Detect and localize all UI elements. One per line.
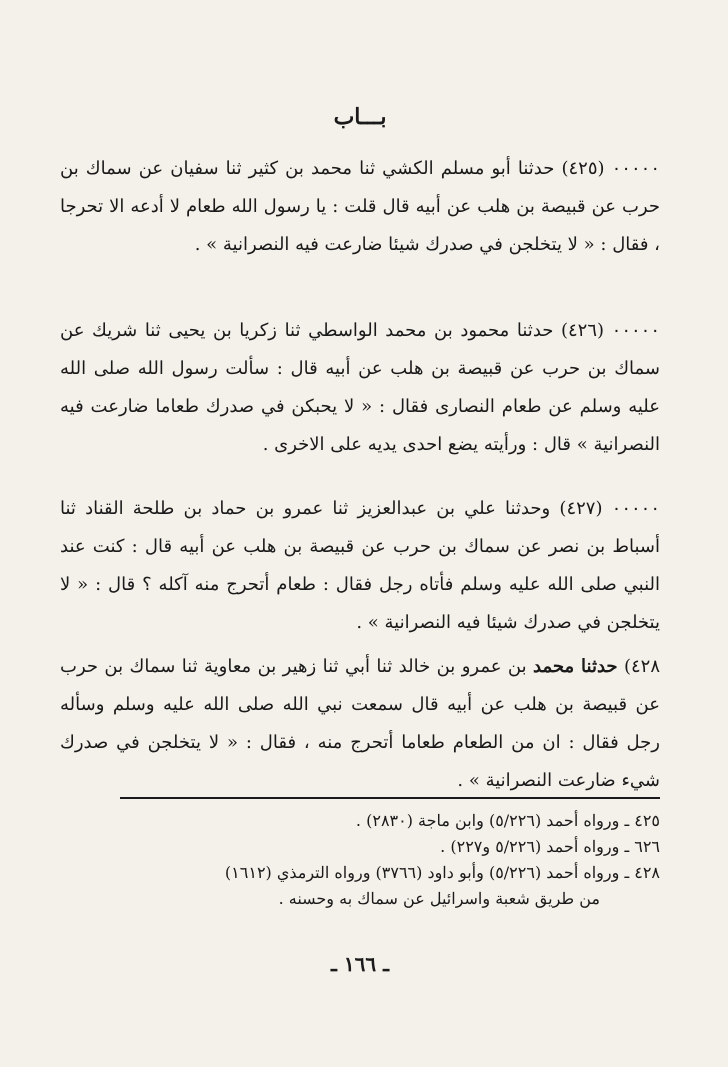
hadith-marker: ٠٠٠٠٠	[611, 320, 660, 341]
book-page	[60, 0, 660, 1067]
hadith-text: (٤٢٦) حدثنا محمود بن محمد الواسطي ثنا زكريا بن يحيى ثنا شريك عن سماك بن حرب عن قبيصة بن هلب عن أبيه قال : سألت رسول الله صلى الله عليه وسلم عن طعام النصارى فقال : « لا يحبكن في صدرك طعاما ضارعت فيه النصرانية » قال : ورأيته يضع احدى يديه على الاخرى .	[60, 320, 660, 455]
hadith-lead: حدثنا محمد	[533, 656, 618, 677]
hadith-text: (٤٢٧) وحدثنا علي بن عبدالعزيز ثنا عمرو بن حماد بن طلحة القناد ثنا أسباط بن نصر عن سماك بن حرب عن قبيصة بن هلب عن أبيه قال : كنت عند النبي صلى الله عليه وسلم فأتاه رجل فقال : طعام أتحرج منه آكله ؟ قال : « لا يتخلجن في صدرك شيئا فيه النصرانية » .	[60, 498, 660, 633]
hadith-425	[60, 150, 660, 264]
hadith-text: بن عمرو بن خالد ثنا أبي ثنا زهير بن معاوية ثنا سماك بن حرب عن قبيصة بن هلب عن أبيه قال سمعت نبي الله صلى الله عليه وسلم وسأله رجل فقال : ان من الطعام طعاما أتحرج منه ، فقال : « لا يتخلجن في صدرك شيء ضارعت النصرانية » .	[60, 656, 660, 791]
hadith-428	[60, 648, 660, 800]
hadith-427	[60, 490, 660, 642]
hadith-marker: ٤٢٨)	[623, 656, 661, 677]
chapter-heading: بـــاب	[333, 104, 387, 130]
footnote: ٦٢٦ ـ ورواه أحمد (٥/٢٢٦ و٢٢٧) .	[440, 837, 660, 856]
hadith-marker: ٠٠٠٠٠	[611, 498, 660, 519]
footnote: ٤٢٥ ـ ورواه أحمد (٥/٢٢٦) وابن ماجة (٢٨٣٠) .	[355, 811, 660, 830]
footnotes	[60, 808, 660, 912]
hadith-426	[60, 312, 660, 464]
footnote-continuation: من طريق شعبة واسرائيل عن سماك به وحسنه .	[278, 889, 600, 908]
hadith-text: (٤٢٥) حدثنا أبو مسلم الكشي ثنا محمد بن كثير ثنا سفيان عن سماك بن حرب عن قبيصة بن هلب عن أبيه قال قلت : يا رسول الله طعام لا أدعه الا تحرجا ، فقال : « لا يتخلجن في صدرك شيئا ضارعت فيه النصرانية » .	[60, 158, 660, 255]
hadith-marker: ٠٠٠٠٠	[611, 158, 660, 179]
footnote: ٤٢٨ ـ ورواه أحمد (٥/٢٢٦) وأبو داود (٣٧٦٦) ورواه الترمذي (١٦١٢)	[224, 863, 660, 882]
page-number: ـ ١٦٦ ـ	[331, 952, 389, 976]
footnote-divider	[120, 797, 660, 799]
